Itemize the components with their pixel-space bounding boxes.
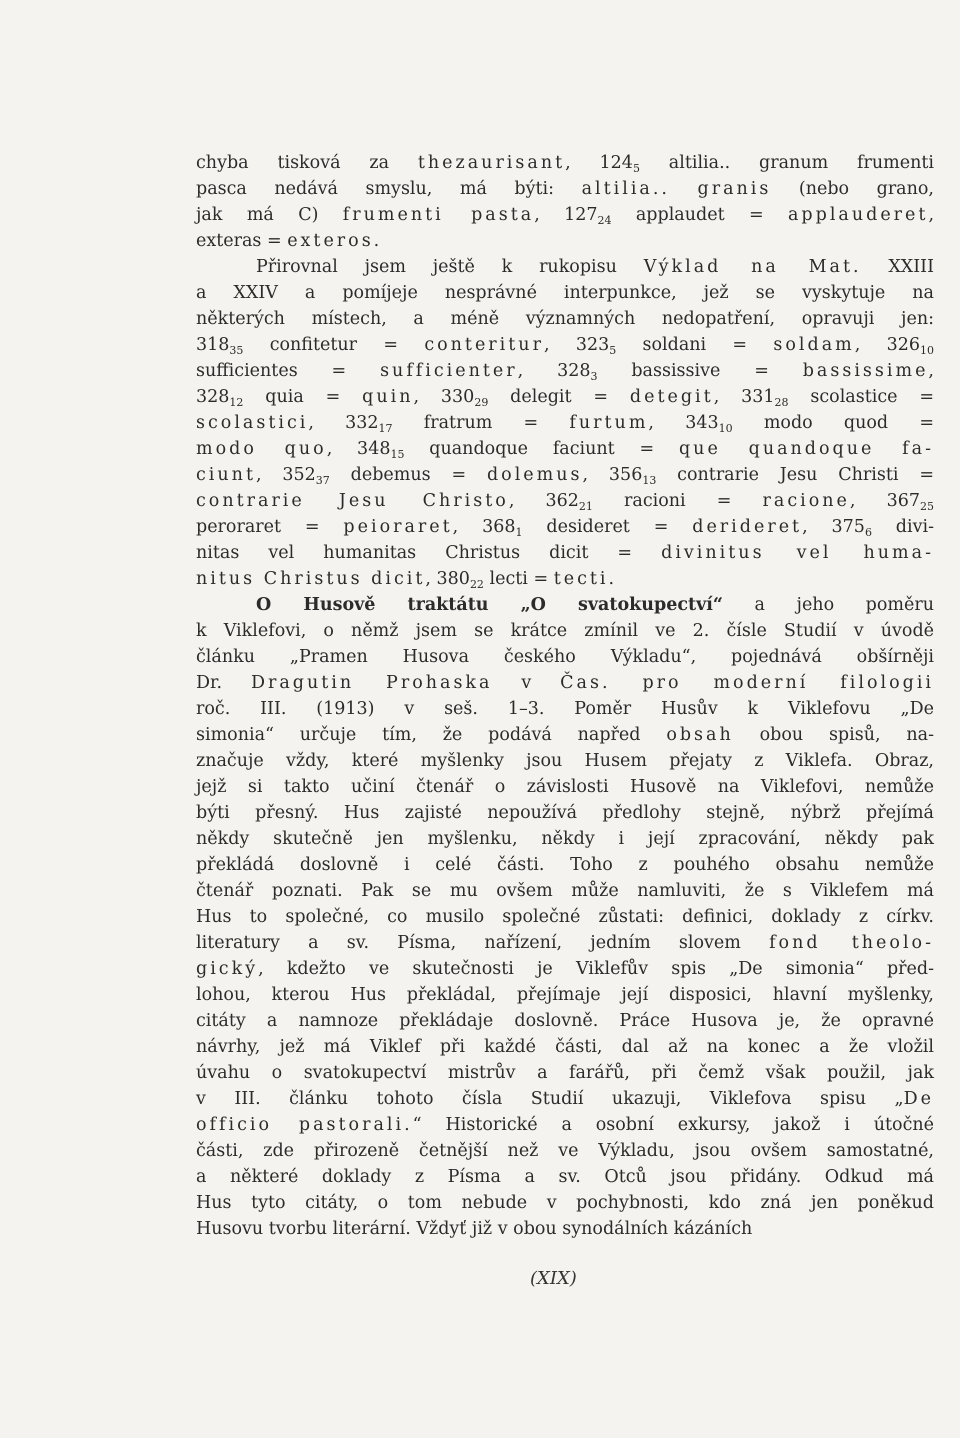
- text-run: jejž si takto učiní čtenář o závislosti Husově na Viklefovi, nemůže: [196, 777, 934, 797]
- spaced-text: Dragutin Prohaska: [250, 673, 493, 693]
- text-run: simonia“ určuje tím, že podává napřed: [196, 725, 667, 745]
- text-line: [196, 176, 934, 202]
- page-number: (XIX): [530, 1268, 577, 1289]
- text-line: [196, 462, 934, 488]
- text-line: [196, 254, 934, 280]
- text-line: [196, 1034, 934, 1060]
- text-run: části, zde přirozeně četnější než ve Výkladu, jsou ovšem samostatné,: [196, 1141, 934, 1161]
- subscript: 21: [578, 500, 593, 513]
- spaced-text: gický: [196, 959, 259, 979]
- spaced-text: furtum: [569, 413, 649, 433]
- spaced-text: que quandoque fa-: [678, 439, 934, 459]
- text-run: , 323: [543, 335, 610, 355]
- text-run: sufficientes =: [196, 361, 381, 381]
- subscript: 12: [229, 396, 244, 409]
- text-run: modo quod =: [732, 413, 935, 433]
- text-run: ,: [928, 205, 935, 225]
- text-run: applaudet =: [611, 205, 788, 225]
- text-run: quia =: [243, 387, 363, 407]
- text-run: , 362: [508, 491, 579, 511]
- text-line: [196, 1138, 934, 1164]
- text-run: a XXIV a pomíjeje nesprávné interpunkce, jež se vyskytuje na: [196, 283, 934, 303]
- text-line: [196, 1164, 934, 1190]
- text-run: racioni =: [592, 491, 763, 511]
- text-run: Husovu tvorbu literární. Vždyť již v obou synodálních kázáních: [196, 1219, 753, 1239]
- text-run: úvahu o svatokupectví mistrův a farářů, při čemž však použil, jak: [196, 1063, 934, 1083]
- spaced-text: conteritur: [424, 335, 544, 355]
- spaced-text: racione: [762, 491, 850, 511]
- text-line: [196, 488, 934, 514]
- spaced-text: Výklad na Mat.: [643, 257, 862, 277]
- text-run: altilia.. granum frumenti: [639, 153, 934, 173]
- spaced-text: dolemus: [486, 465, 583, 485]
- text-run: soldani =: [616, 335, 774, 355]
- text-run: 328: [196, 387, 230, 407]
- spaced-text: thezaurisant: [417, 153, 566, 173]
- text-run: XXIII: [861, 257, 934, 277]
- text-run: desideret =: [522, 517, 693, 537]
- text-run: v: [492, 673, 561, 693]
- text-line: [196, 878, 934, 904]
- text-line: [196, 930, 934, 956]
- spaced-text: obsah: [666, 725, 734, 745]
- text-run: Přirovnal jsem ještě k rukopisu: [256, 257, 644, 277]
- text-run: [196, 595, 256, 615]
- spaced-text: bassissime: [802, 361, 929, 381]
- text-line: [196, 670, 934, 696]
- text-run: chyba tisková za: [196, 153, 418, 173]
- text-line: [196, 1086, 934, 1112]
- text-run: [670, 179, 698, 199]
- text-line: [196, 722, 934, 748]
- text-run: Hus tyto citáty, o tom nebude v pochybnosti, kdo zná jen poněkud: [196, 1193, 934, 1213]
- text-run: , 356: [582, 465, 643, 485]
- text-run: , 352: [255, 465, 316, 485]
- text-line: [196, 332, 934, 358]
- subscript: 13: [642, 474, 657, 487]
- text-line: [196, 748, 934, 774]
- text-run: v III. článku tohoto čísla Studií ukazuji, Viklefova spisu „: [196, 1089, 904, 1109]
- text-run: roč. III. (1913) v seš. 1–3. Poměr Husův k Viklefovu „De: [196, 699, 934, 719]
- text-run: confitetur =: [243, 335, 425, 355]
- bold-text: O Husově traktátu „O svatokupectví“: [256, 595, 723, 615]
- subscript: 5: [609, 344, 617, 357]
- text-run: (nebo grano,: [771, 179, 934, 199]
- text-run: článku „Pramen Husova českého Výkladu“, pojednává obšírněji: [196, 647, 934, 667]
- spaced-text: contrarie Jesu Christo: [196, 491, 509, 511]
- text-run: , 330: [413, 387, 475, 407]
- text-line: [196, 904, 934, 930]
- text-run: a jeho poměru: [722, 595, 934, 615]
- spaced-text: Čas. pro moderní filologii: [560, 673, 935, 693]
- text-line: [196, 566, 934, 592]
- text-run: contrarie Jesu Christi =: [656, 465, 934, 485]
- text-run: Dr.: [196, 673, 251, 693]
- text-run: peroraret =: [196, 517, 344, 537]
- text-line: [196, 826, 934, 852]
- text-line: [196, 306, 934, 332]
- text-line: [196, 644, 934, 670]
- spaced-text: sufficienter: [380, 361, 518, 381]
- text-line: [196, 202, 934, 228]
- subscript: 5: [632, 162, 640, 175]
- text-line: [196, 384, 934, 410]
- text-line: [196, 1190, 934, 1216]
- text-run: čtenář poznati. Pak se mu ovšem může namluviti, že s Viklefem má: [196, 881, 934, 901]
- spaced-text: De: [903, 1089, 934, 1109]
- text-run: , 331: [713, 387, 775, 407]
- text-run: lohou, kterou Hus překládal, přejímaje její disposici, hlavní myšlenky,: [196, 985, 934, 1005]
- text-run: quandoque faciunt =: [404, 439, 679, 459]
- text-line: [196, 540, 934, 566]
- text-line: [196, 1060, 934, 1086]
- text-run: fratrum =: [392, 413, 570, 433]
- text-run: , kdežto ve skutečnosti je Viklefův spis „De simonia“ před-: [258, 959, 934, 979]
- spaced-text: soldam: [773, 335, 855, 355]
- text-line: [196, 280, 934, 306]
- text-run: , 375: [802, 517, 865, 537]
- text-run: obou spisů, na-: [733, 725, 934, 745]
- text-run: 318: [196, 335, 230, 355]
- text-run: , 368: [452, 517, 516, 537]
- spaced-text: peioraret: [343, 517, 453, 537]
- spaced-text: nitus Christus dicit: [196, 569, 426, 589]
- text-run: pasca nedává smyslu, má býti:: [196, 179, 582, 199]
- text-line: [196, 436, 934, 462]
- text-run: návrhy, jež má Viklef při každé části, dal až na konec a že vložil: [196, 1037, 934, 1057]
- subscript: 3: [590, 370, 598, 383]
- text-run: divi-: [871, 517, 935, 537]
- text-run: , 326: [854, 335, 920, 355]
- text-run: ,: [928, 361, 934, 381]
- text-run: delegit =: [488, 387, 630, 407]
- text-line: [196, 982, 934, 1008]
- text-run: , 348: [326, 439, 391, 459]
- text-line: [196, 228, 934, 254]
- spaced-text: tecti.: [553, 569, 618, 589]
- spaced-text: exteros.: [287, 231, 383, 251]
- text-line: [196, 852, 934, 878]
- text-line: [196, 1008, 934, 1034]
- text-run: , 380: [425, 569, 470, 589]
- text-run: k Viklefovi, o němž jsem se krátce zmínil ve 2. čísle Studií v úvodě: [196, 621, 934, 641]
- subscript: 35: [229, 344, 244, 357]
- subscript: 1: [515, 526, 523, 539]
- text-line: [196, 774, 934, 800]
- text-line: [196, 358, 934, 384]
- text-run: , 124: [565, 153, 633, 173]
- text-run: “ Historické a osobní exkursy, jakož i útočné: [412, 1115, 935, 1135]
- text-run: , 367: [849, 491, 921, 511]
- spaced-text: derideret: [692, 517, 803, 537]
- text-line: [196, 1216, 934, 1242]
- text-line: [196, 514, 934, 540]
- text-run: býti přesný. Hus zajisté nepoužívá předlohy stejně, nýbrž přejímá: [196, 803, 934, 823]
- spaced-text: officio pastorali.: [196, 1115, 413, 1135]
- spaced-text: fond theolo-: [769, 933, 934, 953]
- subscript: 17: [378, 422, 393, 435]
- text-run: , 343: [648, 413, 719, 433]
- text-line: [196, 592, 934, 618]
- spaced-text: ciunt: [196, 465, 256, 485]
- text-run: , 332: [308, 413, 379, 433]
- text-run: jak má C): [196, 205, 343, 225]
- spaced-text: frumenti pasta: [342, 205, 535, 225]
- spaced-text: applauderet: [787, 205, 929, 225]
- subscript: 15: [390, 448, 405, 461]
- text-line: [196, 410, 934, 436]
- text-run: citáty a namnoze překládaje doslovně. Práce Husova je, že opravné: [196, 1011, 934, 1031]
- subscript: 6: [864, 526, 872, 539]
- subscript: 37: [315, 474, 330, 487]
- text-run: exteras =: [196, 231, 288, 251]
- spaced-text: granis: [697, 179, 772, 199]
- spaced-text: divinitus vel huma-: [661, 543, 934, 563]
- text-line: [196, 150, 934, 176]
- text-run: bassissive =: [597, 361, 803, 381]
- text-run: , 127: [534, 205, 598, 225]
- text-run: překládá doslovně i celé části. Toho z pouhého obsahu nemůže: [196, 855, 934, 875]
- spaced-text: modo quo: [196, 439, 327, 459]
- text-line: [196, 1112, 934, 1138]
- text-run: a některé doklady z Písma a sv. Otců jsou přidány. Odkud má: [196, 1167, 934, 1187]
- text-line: [196, 956, 934, 982]
- text-line: [196, 800, 934, 826]
- subscript: 10: [920, 344, 934, 357]
- text-run: literatury a sv. Písma, nařízení, jedním slovem: [196, 933, 770, 953]
- text-run: značuje vždy, které myšlenky jsou Husem přejaty z Viklefa. Obraz,: [196, 751, 934, 771]
- text-run: někdy skutečně jen myšlenku, někdy i její zpracování, někdy pak: [196, 829, 934, 849]
- subscript: 22: [469, 578, 484, 591]
- subscript: 10: [718, 422, 733, 435]
- text-run: některých místech, a méně významných nedopatření, opravuji jen:: [196, 309, 934, 329]
- text-line: [196, 618, 934, 644]
- spaced-text: quin: [362, 387, 414, 407]
- text-run: scolastice =: [788, 387, 935, 407]
- text-run: Hus to společné, co musilo společné zůstati: definici, doklady z církv.: [196, 907, 934, 927]
- subscript: 28: [774, 396, 789, 409]
- spaced-text: altilia..: [581, 179, 670, 199]
- text-run: , 328: [517, 361, 591, 381]
- page-text: [196, 150, 934, 1242]
- text-run: debemus =: [329, 465, 487, 485]
- spaced-text: detegit: [629, 387, 714, 407]
- spaced-text: scolastici: [196, 413, 309, 433]
- subscript: 24: [597, 214, 612, 227]
- text-run: nitas vel humanitas Christus dicit =: [196, 543, 662, 563]
- text-line: [196, 696, 934, 722]
- subscript: 25: [920, 500, 935, 513]
- text-run: lecti =: [483, 569, 554, 589]
- subscript: 29: [474, 396, 489, 409]
